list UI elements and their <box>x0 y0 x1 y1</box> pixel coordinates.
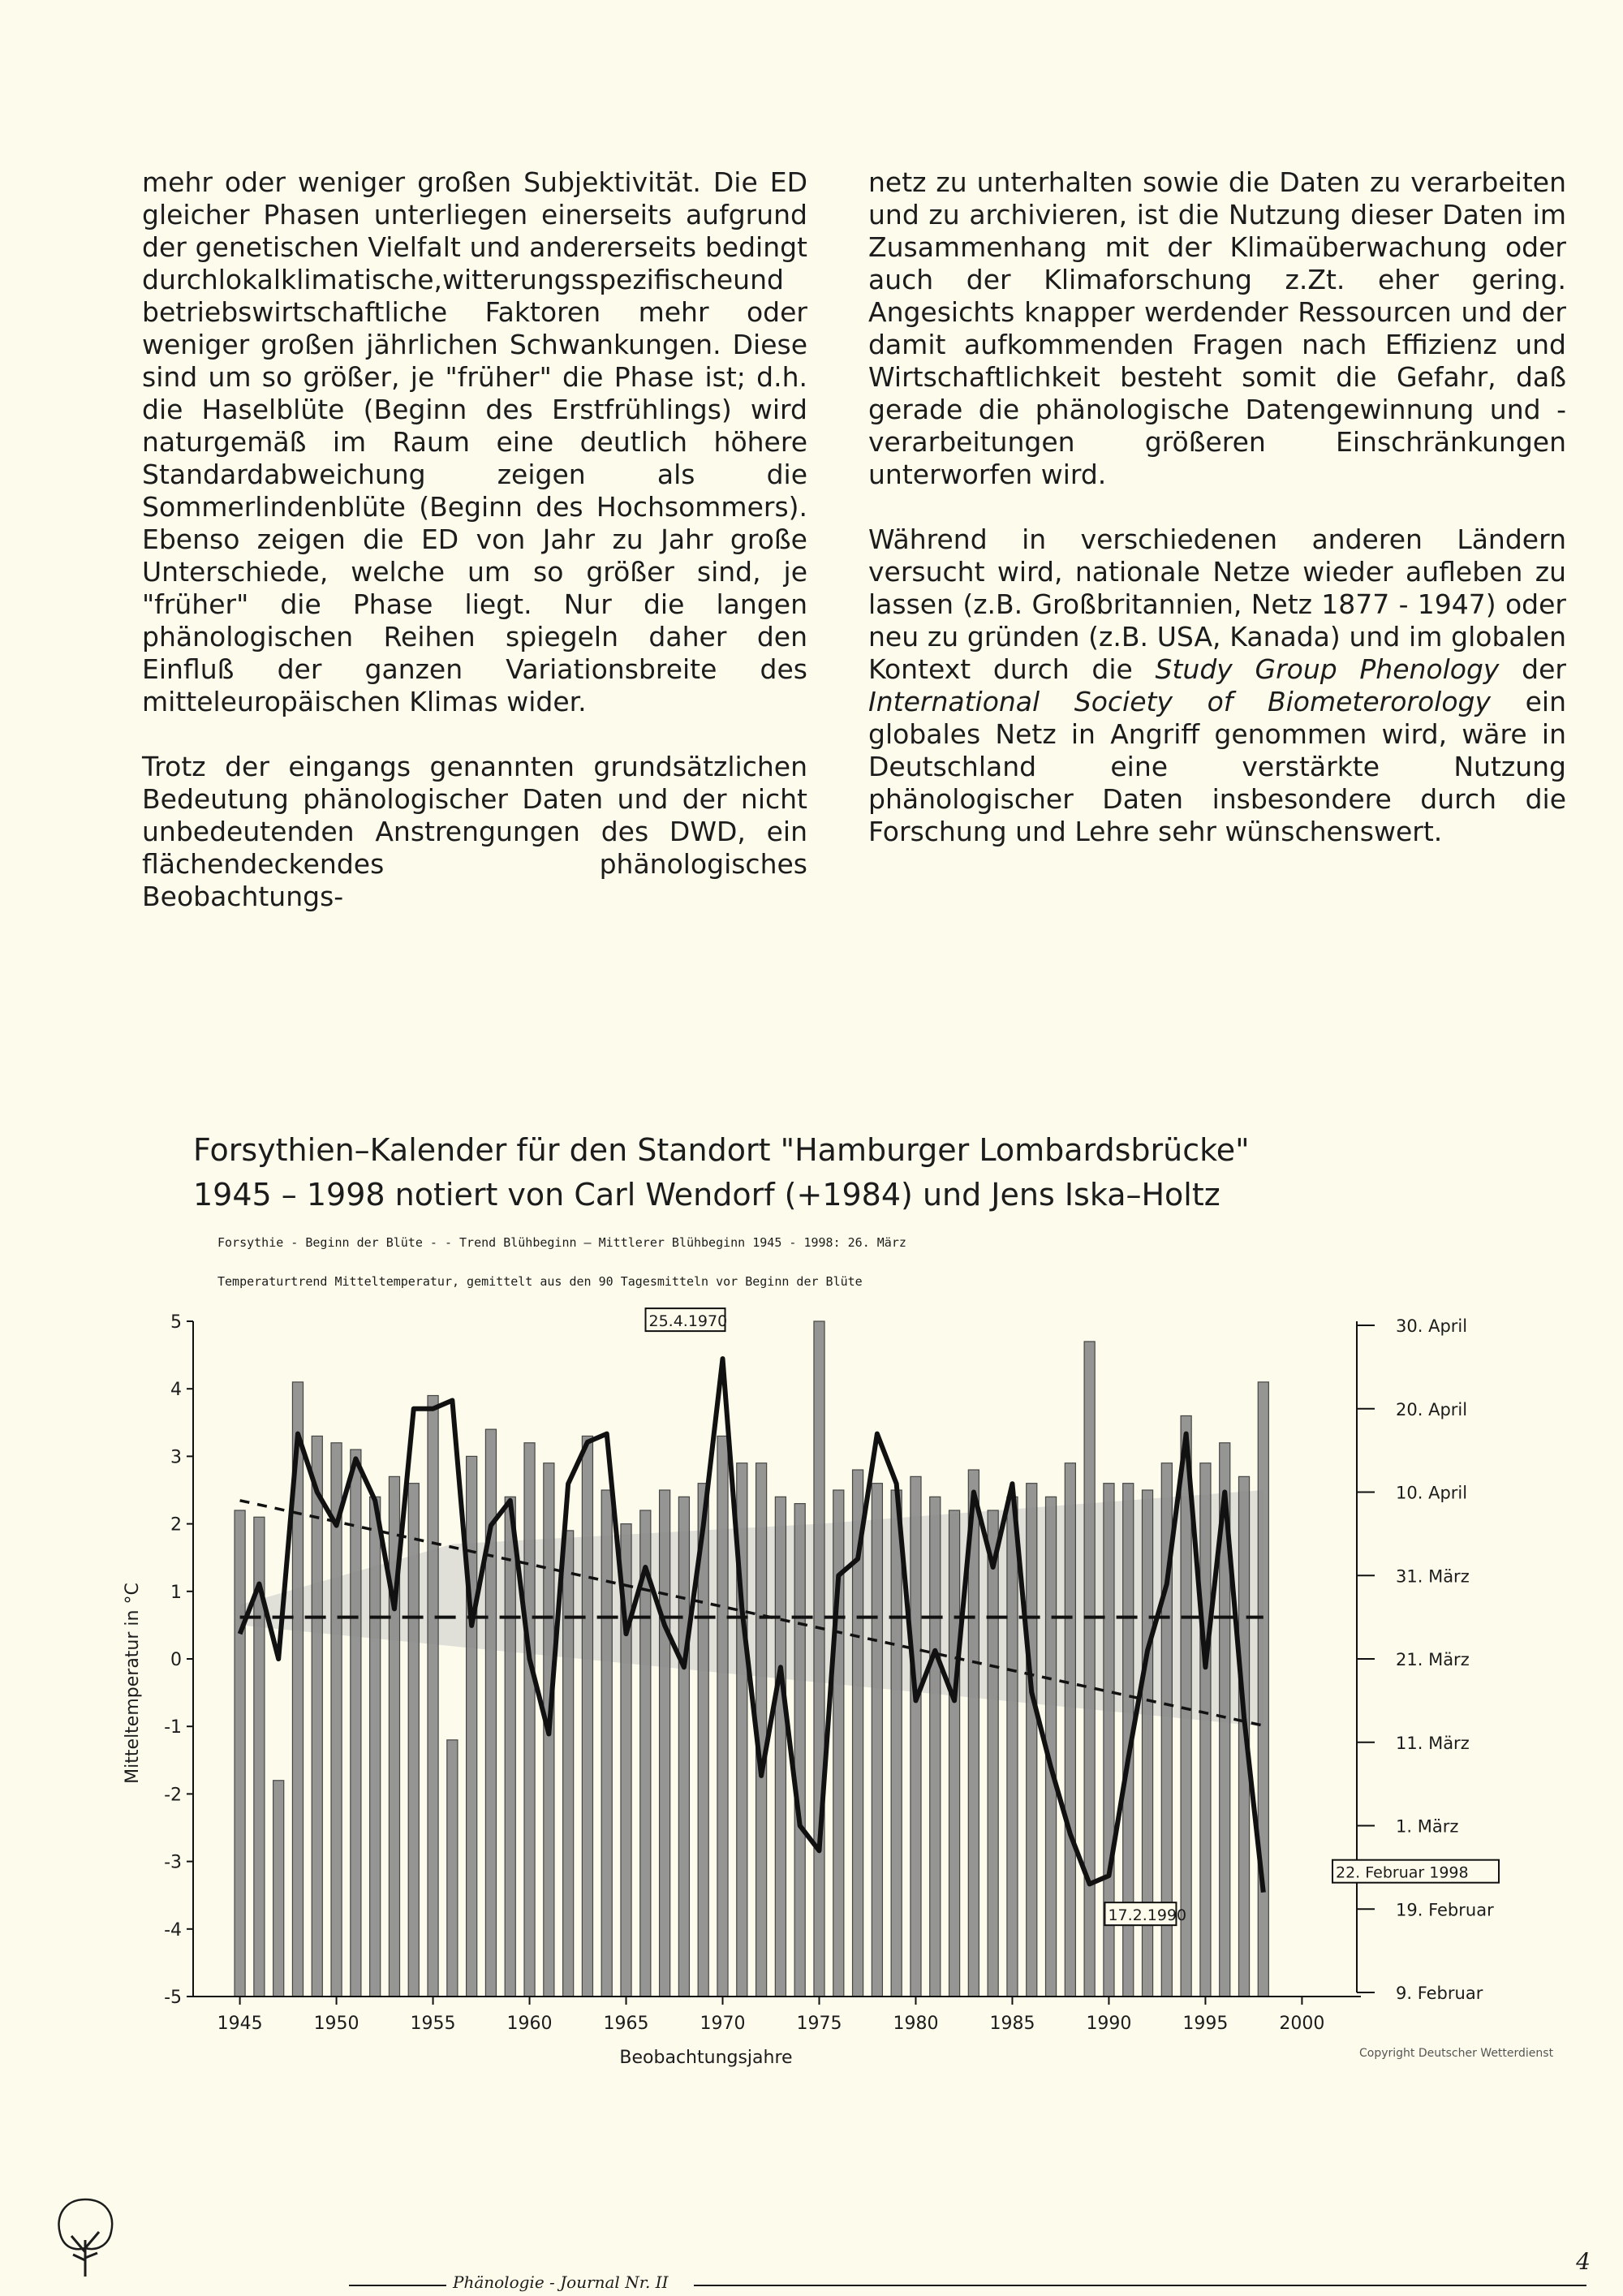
right-tick-label: 20. April <box>1396 1399 1468 1419</box>
temperature-bar <box>794 1504 805 1997</box>
x-tick-label: 1950 <box>313 2014 359 2034</box>
temperature-bar <box>717 1436 728 1997</box>
x-tick-label: 1985 <box>989 2014 1035 2034</box>
x-tick-label: 1990 <box>1086 2014 1132 2034</box>
temperature-bar <box>872 1484 882 1997</box>
text-run: ein globales Netz in Angriff genommen wird, wäre in Deutschland eine verstärkte Nutzung phänologischer Daten insbesondere durch die Forschung und Lehre sehr wünschenswert. <box>868 686 1566 847</box>
right-tick-label: 31. März <box>1396 1566 1470 1587</box>
temperature-bar <box>678 1497 689 1997</box>
chart-title: Forsythien–Kalender für den Standort "Hamburger Lombardsbrücke" <box>193 1132 1250 1168</box>
temperature-bar <box>660 1490 670 1997</box>
annotation-label: 17.2.1990 <box>1108 1906 1187 1925</box>
chart-subtitle: 1945 – 1998 notiert von Carl Wendorf (+1984) und Jens Iska–Holtz <box>193 1177 1220 1213</box>
temperature-bar <box>891 1490 902 1997</box>
temperature-bar <box>601 1490 612 1997</box>
chart-legend-line2: Temperaturtrend Mitteltemperatur, gemittelt aus den 90 Tagesmitteln vor Beginn der Blüte <box>217 1274 863 1289</box>
right-tick-label: 19. Februar <box>1396 1900 1494 1920</box>
paragraph: mehr oder weniger großen Subjektivität. Die ED gleicher Phasen unterliegen einerseits aufgrund der genetischen Vielfalt und andererseits bedingt durchlokalklimatische,witterungsspezifischeund betriebswirtschaftliche Faktoren mehr oder weniger großen jährlichen Schwankungen. Diese sind um so größer, je "früher" die Phase ist; d.h. die Haselblüte (Beginn des Erstfrühlings) wird naturgemäß im Raum eine deutlich höhere Standardabweichung zeigen als die Sommerlindenblüte (Beginn des Hochsommers). Ebenso zeigen die ED von Jahr zu Jahr große Unterschiede, welche um so größer sind, je "früher" die Phase liegt. Nur die langen phänologischen Reihen spiegeln daher den Einfluß der ganzen Variationsbreite des mitteleuropäischen Klimas wider. <box>142 166 807 717</box>
x-tick-label: 1960 <box>506 2014 553 2034</box>
temperature-bar <box>1027 1484 1037 1997</box>
temperature-bar <box>408 1484 419 1997</box>
right-tick-label: 21. März <box>1396 1650 1470 1669</box>
x-tick-label: 2000 <box>1279 2014 1325 2034</box>
temperature-bar <box>312 1436 322 1997</box>
y-tick-label: 3 <box>170 1447 182 1468</box>
x-tick-label: 1955 <box>410 2014 456 2034</box>
text-run: Während in verschiedenen anderen Ländern versucht wird, nationale Netze wieder aufleben zu lassen (z.B. Großbritannien, Netz 1877 - 1947) oder neu zu gründen (z.B. USA, Kanada) und im globalen Kontext durch die <box>868 523 1566 685</box>
y-tick-label: -4 <box>164 1919 182 1941</box>
temperature-bar <box>273 1781 284 1997</box>
y-tick-label: -3 <box>164 1852 182 1873</box>
x-tick-label: 1965 <box>603 2014 649 2034</box>
y-tick-label: 5 <box>170 1312 182 1333</box>
temperature-bar <box>775 1497 786 1997</box>
temperature-bar <box>467 1456 477 1997</box>
temperature-bar <box>930 1497 941 1997</box>
temperature-bar <box>1065 1463 1075 1997</box>
right-tick-label: 1. März <box>1396 1816 1459 1837</box>
page-number: 4 <box>1576 2248 1591 2275</box>
temperature-bar <box>1258 1382 1268 1997</box>
right-tick-label: 10. April <box>1396 1483 1468 1503</box>
temperature-bar <box>370 1497 381 1997</box>
y-tick-label: 0 <box>170 1650 182 1670</box>
tree-icon <box>49 2191 122 2281</box>
right-tick-label: 9. Februar <box>1396 1984 1483 2003</box>
text-run: der <box>1499 653 1566 685</box>
temperature-bar <box>1200 1463 1211 1997</box>
x-axis-title: Beobachtungsjahre <box>619 2048 793 2068</box>
x-tick-label: 1970 <box>700 2014 746 2034</box>
footer-rule-right <box>694 2285 1586 2286</box>
copyright-note: Copyright Deutscher Wetterdienst <box>1359 2047 1554 2060</box>
temperature-bar <box>563 1531 574 1997</box>
y-tick-label: -1 <box>164 1717 182 1738</box>
footer-rule-left <box>349 2285 446 2286</box>
y-tick-label: 1 <box>170 1582 182 1603</box>
journal-name: Phänologie - Journal Nr. II <box>453 2272 669 2292</box>
x-tick-label: 1995 <box>1182 2014 1229 2034</box>
temperature-bar <box>1007 1497 1018 1997</box>
temperature-bar <box>814 1321 824 1997</box>
right-tick-label: 11. März <box>1396 1733 1470 1753</box>
temperature-bar <box>351 1450 361 1997</box>
temperature-bar <box>235 1510 245 1997</box>
y-axis-title: Mitteltemperatur in °C <box>123 1583 143 1784</box>
annotation-label: 22. Februar 1998 <box>1336 1863 1469 1882</box>
temperature-bar <box>505 1497 515 1997</box>
temperature-bar <box>582 1436 592 1997</box>
temperature-bar <box>949 1510 960 1997</box>
y-tick-label: 4 <box>170 1380 182 1401</box>
temperature-bar <box>485 1429 496 1997</box>
temperature-bar <box>833 1490 844 1997</box>
y-tick-label: 2 <box>170 1514 182 1536</box>
temperature-bar <box>988 1510 998 1997</box>
temperature-bar <box>428 1396 438 1997</box>
x-tick-label: 1975 <box>796 2014 842 2034</box>
y-tick-label: -5 <box>164 1988 182 2008</box>
temperature-bar <box>1084 1342 1095 1997</box>
paragraph: Trotz der eingangs genannten grundsätzlichen Bedeutung phänologischer Daten und der nicht unbedeutenden Anstrengungen des DWD, ein flächendeckendes phänologisches Beobachtungs- <box>142 751 807 912</box>
annotation-label: 25.4.1970 <box>648 1312 728 1331</box>
x-tick-label: 1980 <box>893 2014 939 2034</box>
x-tick-label: 1945 <box>217 2014 263 2034</box>
italic-term: International Society of Biometerorology <box>868 686 1492 717</box>
temperature-bar <box>911 1476 921 1997</box>
temperature-bar <box>447 1740 458 1997</box>
chart-legend-line1: Forsythie - Beginn der Blüte - - Trend Blühbeginn — Mittlerer Blühbeginn 1945 - 1998: 26. März <box>217 1235 906 1250</box>
right-tick-label: 30. April <box>1396 1316 1468 1336</box>
paragraph: netz zu unterhalten sowie die Daten zu verarbeiten und zu archivieren, ist die Nutzung dieser Daten im Zusammenhang mit der Klimaüberwachung oder auch der Klimaforschung z.Zt. eher gering. Angesichts knapper werdender Ressourcen und der damit aufkommenden Fragen nach Effizienz und Wirtschaftlichkeit besteht somit die Gefahr, daß gerade die phänologische Datengewinnung und -verarbeitungen größeren Einschränkungen unterworfen wird. <box>868 166 1566 490</box>
y-tick-label: -2 <box>164 1785 182 1806</box>
italic-term: Study Group Phenology <box>1155 653 1500 685</box>
temperature-bar <box>524 1443 535 1997</box>
